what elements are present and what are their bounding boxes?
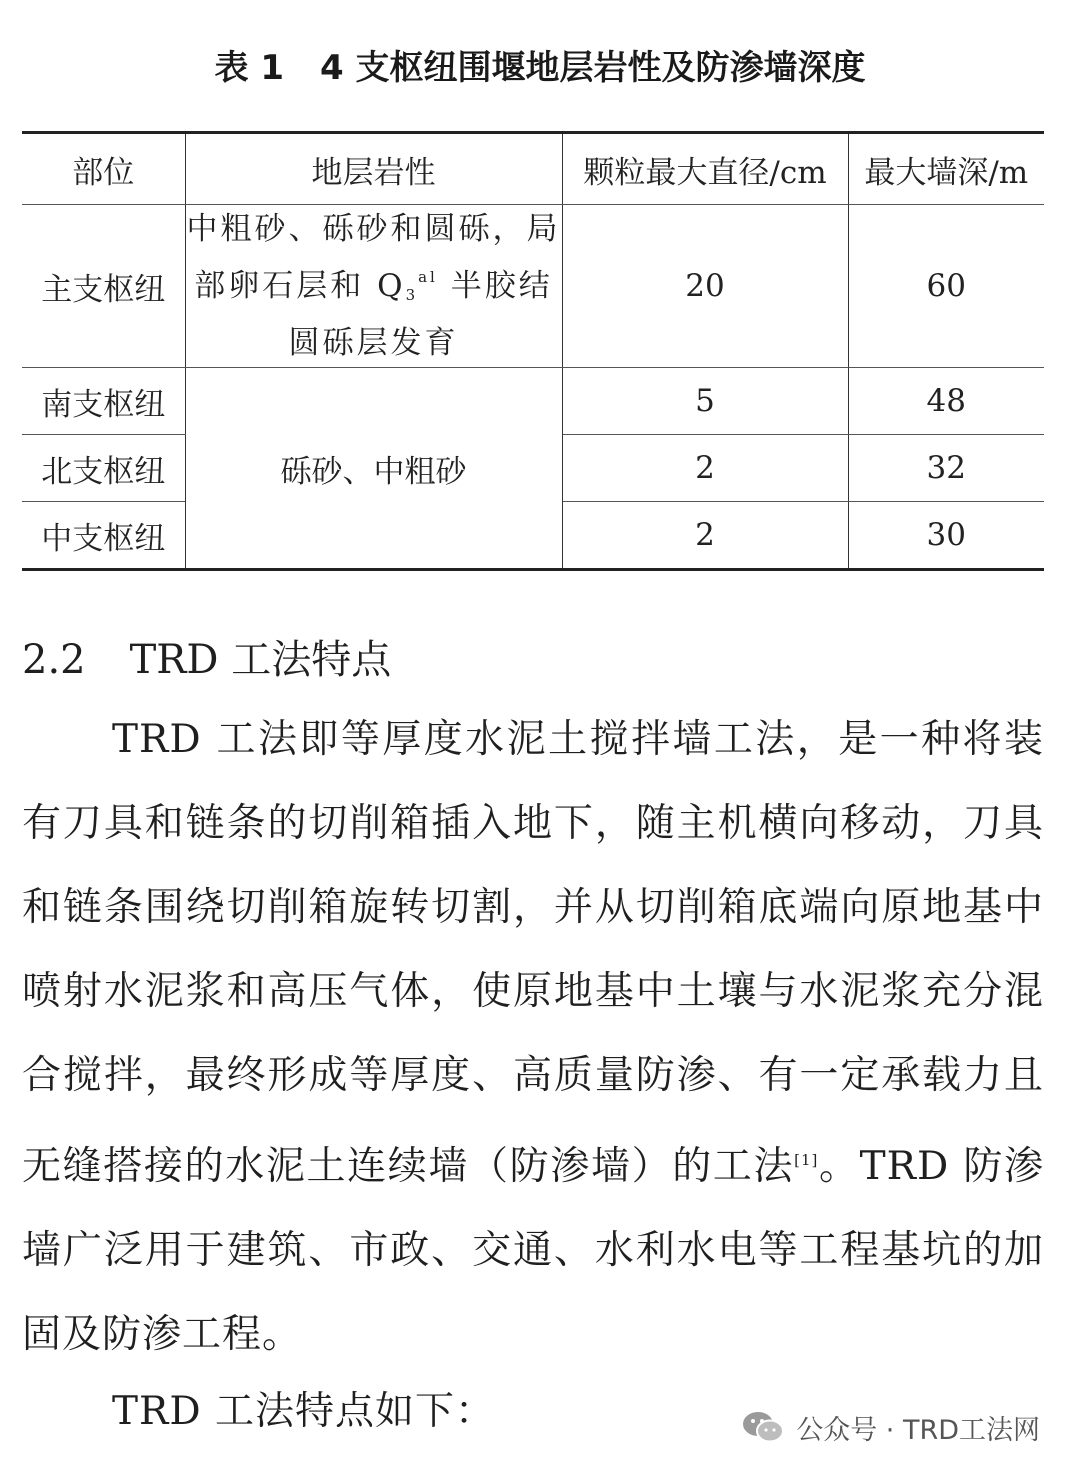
header-lithology: 地层岩性 <box>185 133 562 205</box>
wechat-icon <box>740 1409 786 1445</box>
cell-part: 主支枢纽 <box>22 205 185 368</box>
table-row <box>22 368 1044 435</box>
table-header-row <box>22 133 1044 205</box>
lithology-text-end: 半胶结圆砾层发育 <box>288 268 553 361</box>
header-part: 部位 <box>22 133 185 205</box>
cell-part: 北支枢纽 <box>22 435 185 502</box>
table-number: 表 1 <box>214 48 284 88</box>
lithology-subscript: 3 <box>405 286 419 304</box>
cell-shared-lithology: 砾砂、中粗砂 <box>185 368 562 570</box>
header-diameter: 颗粒最大直径/cm <box>562 133 848 205</box>
paragraph-text: TRD 工法即等厚度水泥土搅拌墙工法，是一种将装有刀具和链条的切削箱插入地下，随主机横向移动，刀具和链条围绕切削箱旋转切割，并从切削箱底端向原地基中喷射水泥浆和高压气体，使原地基中土壤与水泥浆充分混合搅拌，最终形成等厚度、高质量防渗、有一定承载力且无缝搭接的水泥土连续墙（防渗墙）的工法 <box>22 717 1044 1189</box>
section-number: 2.2 <box>22 637 86 683</box>
cell-diameter: 2 <box>562 435 848 502</box>
cell-diameter: 5 <box>562 368 848 435</box>
cell-depth: 60 <box>848 205 1044 368</box>
cell-diameter: 2 <box>562 502 848 570</box>
header-depth: 最大墙深/m <box>848 133 1044 205</box>
watermark <box>736 1407 1044 1447</box>
cell-part: 南支枢纽 <box>22 368 185 435</box>
section-title: TRD 工法特点 <box>129 637 392 683</box>
body-paragraph <box>22 698 1044 1377</box>
cell-depth: 48 <box>848 368 1044 435</box>
table-title: 4 支枢纽围堰地层岩性及防渗墙深度 <box>320 48 866 88</box>
cell-lithology <box>185 205 562 368</box>
cell-depth: 30 <box>848 502 1044 570</box>
strata-table <box>22 131 1044 571</box>
cell-depth: 32 <box>848 435 1044 502</box>
citation-ref: [1] <box>794 1151 819 1169</box>
cell-part: 中支枢纽 <box>22 502 185 570</box>
lithology-superscript: al <box>418 268 438 286</box>
table-caption <box>0 40 1080 89</box>
section-heading <box>22 628 391 685</box>
body-paragraph-2: TRD 工法特点如下： <box>112 1389 496 1434</box>
table-row <box>22 205 1044 368</box>
lithology-text: 中粗砂、砾砂和圆砾，局部卵石层和 Q <box>186 211 561 304</box>
cell-diameter: 20 <box>562 205 848 368</box>
paragraph-text-end: 。TRD 防渗墙广泛用于建筑、市政、交通、水利水电等工程基坑的加固及防渗工程。 <box>22 1144 1044 1357</box>
watermark-text: 公众号 · TRD工法网 <box>796 1414 1040 1446</box>
